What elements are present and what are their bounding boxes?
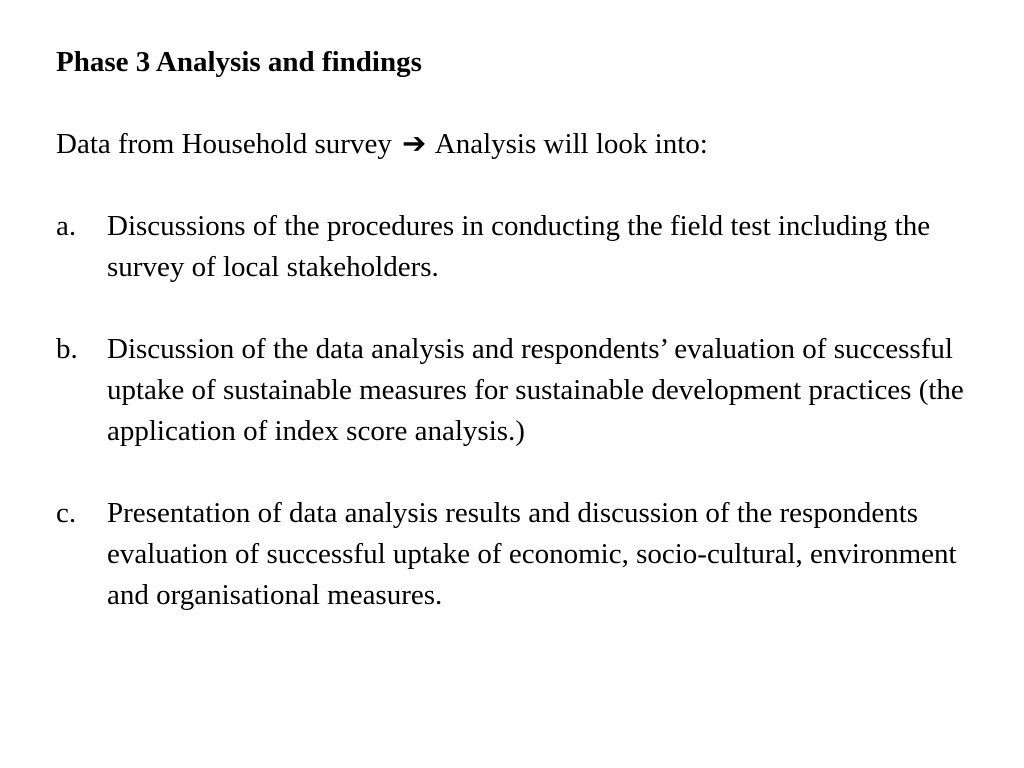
list-item-text: Discussions of the procedures in conducting the field test including the survey of local stakeholders. [107,210,931,283]
intro-analysis-text: Analysis will look into: [434,128,708,160]
right-arrow-icon: ➔ [401,128,427,160]
list-item-text: Presentation of data analysis results and discussion of the respondents evaluation of successful uptake of economic, socio-cultural, environment and organisational measures. [107,497,957,611]
slide-content [56,42,986,616]
list-item [56,206,986,288]
list-item [56,329,986,452]
list-item-text: Discussion of the data analysis and respondents’ evaluation of successful uptake of sustainable measures for sustainable development practices (the application of index score analysis.) [107,333,964,447]
findings-list [56,206,986,616]
list-marker: c. [56,497,77,529]
list-item [56,493,986,616]
intro-line [56,124,986,165]
list-marker: b. [56,333,78,365]
intro-source-text: Data from Household survey [56,128,392,160]
slide-title: Phase 3 Analysis and findings [56,46,422,78]
list-marker: a. [56,210,77,242]
